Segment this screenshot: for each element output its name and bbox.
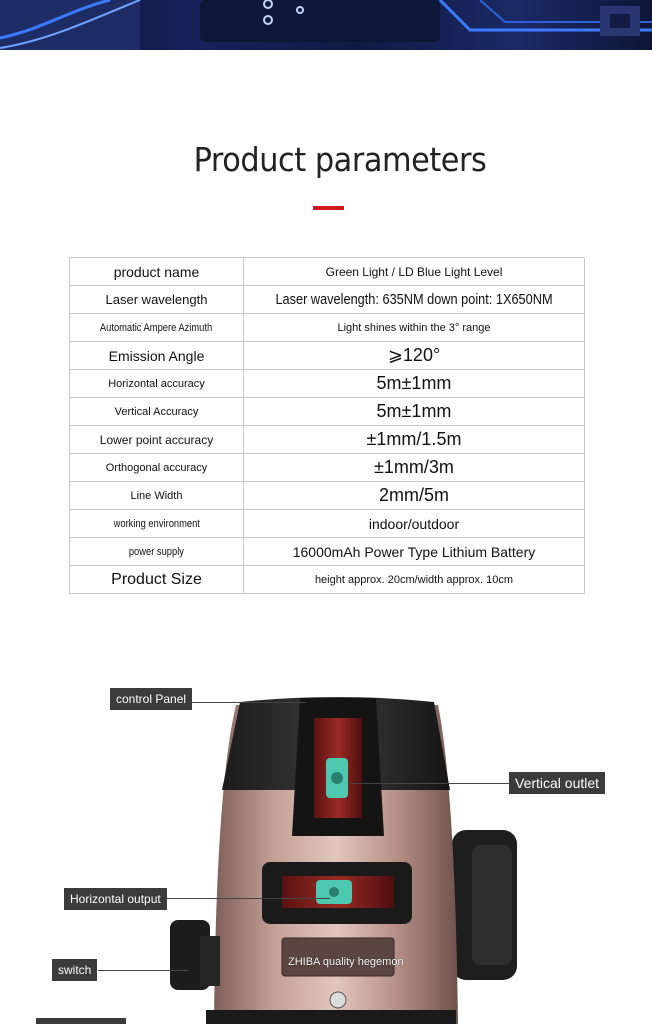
control-panel-label: control Panel (110, 688, 192, 710)
param-value: ⩾120° (244, 342, 585, 370)
table-row (70, 538, 585, 566)
param-name (70, 510, 244, 538)
brand-plate-text: ZHIBA quality hegemon (288, 956, 404, 968)
param-name-text: power supply (128, 545, 185, 558)
table-row (70, 482, 585, 510)
table-row (70, 454, 585, 482)
leader-line (98, 970, 188, 971)
param-name: Vertical Accuracy (70, 398, 244, 426)
param-value: 16000mAh Power Type Lithium Battery (244, 538, 585, 566)
param-name-text: Automatic Ampere Azimuth (100, 321, 213, 334)
table-row (70, 286, 585, 314)
param-name-text: working environment (113, 517, 200, 530)
leader-line (186, 702, 306, 703)
param-name (70, 538, 244, 566)
param-name: Emission Angle (70, 342, 244, 370)
param-value: Green Light / LD Blue Light Level (244, 258, 585, 286)
parameters-table (69, 257, 585, 594)
param-value: indoor/outdoor (244, 510, 585, 538)
param-value: ±1mm/3m (244, 454, 585, 482)
table-row (70, 258, 585, 286)
param-value: height approx. 20cm/width approx. 10cm (244, 566, 585, 594)
param-name: Laser wavelength (70, 286, 244, 314)
title-accent-bar (313, 206, 344, 210)
table-row (70, 314, 585, 342)
table-row (70, 398, 585, 426)
switch-label: switch (52, 959, 97, 981)
param-name: Line Width (70, 482, 244, 510)
param-value: 5m±1mm (244, 370, 585, 398)
param-value-text: Laser wavelength: 635NM down point: 1X650NM (275, 291, 553, 308)
table-row (70, 510, 585, 538)
param-value: ±1mm/1.5m (244, 426, 585, 454)
table-row (70, 342, 585, 370)
product-illustration (0, 640, 652, 1024)
param-value: Light shines within the 3° range (244, 314, 585, 342)
page-title: Product parameters (193, 140, 487, 179)
leader-line (160, 898, 330, 899)
param-name: product name (70, 258, 244, 286)
leader-line (350, 783, 510, 784)
param-name: Lower point accuracy (70, 426, 244, 454)
table-row (70, 370, 585, 398)
param-value: 2mm/5m (244, 482, 585, 510)
table-row (70, 426, 585, 454)
param-value: 5m±1mm (244, 398, 585, 426)
param-value (244, 286, 585, 314)
param-name: Orthogonal accuracy (70, 454, 244, 482)
param-name (70, 314, 244, 342)
vertical-outlet-label: Vertical outlet (509, 772, 605, 794)
circuit-banner-image (0, 0, 652, 50)
param-name: Horizontal accuracy (70, 370, 244, 398)
horizontal-output-label: Horizontal output (64, 888, 167, 910)
table-row (70, 566, 585, 594)
param-name: Product Size (70, 566, 244, 594)
